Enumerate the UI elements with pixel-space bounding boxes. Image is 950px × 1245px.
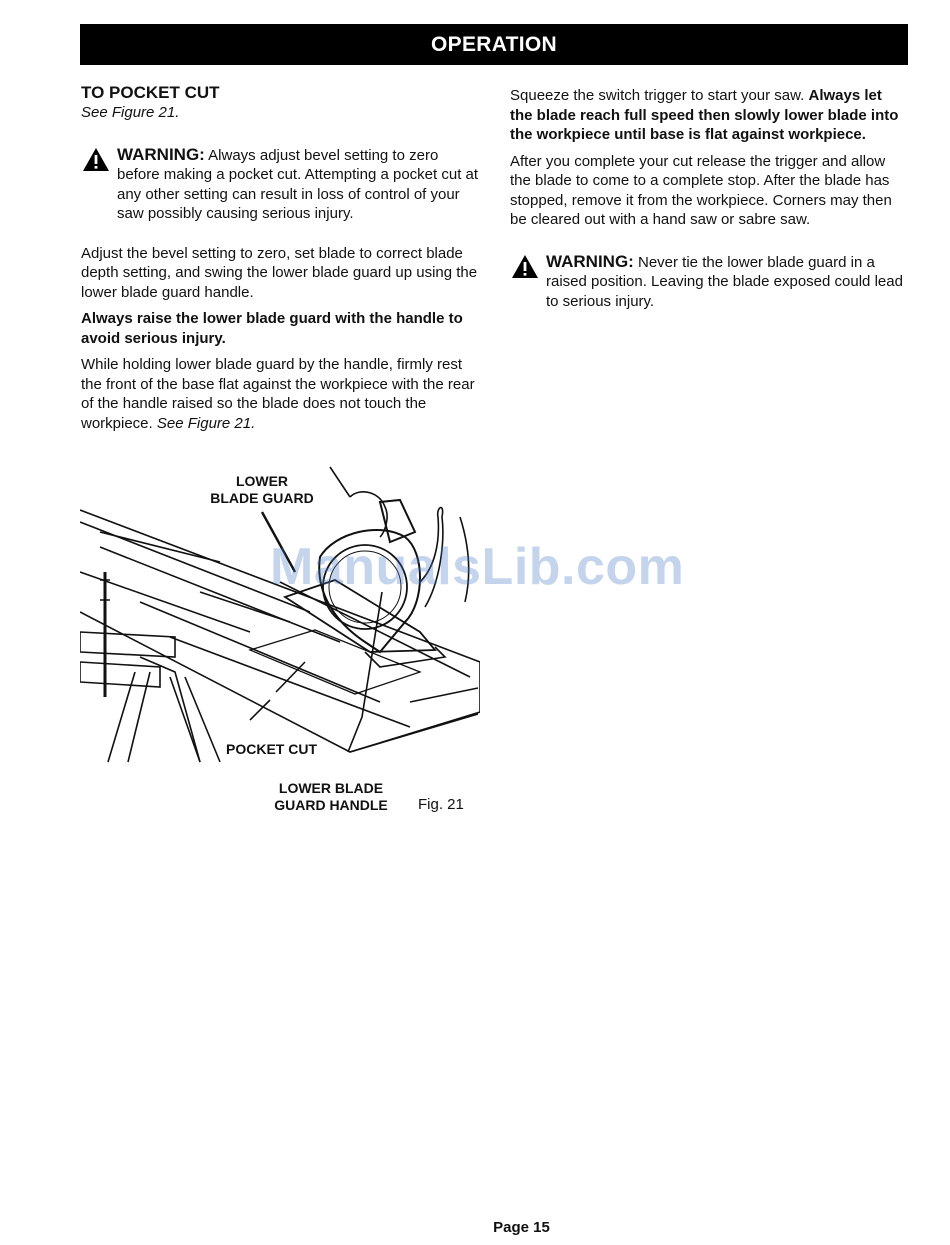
warning-triangle-icon [511,254,539,279]
section-header [80,24,908,65]
watermark: ManualsLib.com [270,538,685,596]
after-cut-instruction: After you complete your cut release the trigger and allow the blade to come to a complete stop. After the blade has stopped, remove it from the workpiece. Corners may then be cleared out with a hand saw or sabre saw. [510,152,892,228]
warning-block-bevel [81,145,481,224]
warning-label: WARNING: [546,251,634,271]
label-lower-blade-guard [202,473,322,507]
warning-block-guard [510,252,908,312]
guard-safety-note: Always raise the lower blade guard with the handle to avoid serious injury. [81,310,463,347]
bevel-instruction: Adjust the bevel setting to zero, set blade to correct blade depth setting, and swing the lower blade guard up using the lower blade guard handle. [81,244,478,301]
figure-21 [80,462,480,822]
warning-label: WARNING: [117,144,205,164]
label-handle-line1: LOWER BLADE [278,780,384,796]
page-number: Page 15 [493,1219,550,1236]
warning-text: Never tie the lower blade guard in a raised position. Leaving the blade exposed could lead to serious injury. [546,253,903,310]
warning-text: Always adjust bevel setting to zero before making a pocket cut. Attempting a pocket cut at any other setting can result in loss of control of your saw possibly causing serious injury. [117,146,479,222]
label-pocket-cut: POCKET CUT [226,741,317,757]
holding-instruction [81,355,481,433]
figure-ref-inline: See Figure 21. [156,414,256,432]
pocket-cut-title: TO POCKET CUT [81,83,220,102]
holding-instruction-text: While holding lower blade guard by the handle, firmly rest the front of the base flat against the workpiece with the rear of the handle raised so the blade does not touch the workpiece. [81,356,475,432]
pocket-cut-illustration [80,462,480,822]
section-title: OPERATION [431,33,557,56]
start-saw-text: Squeeze the switch trigger to start your saw. [510,87,805,104]
left-column [81,82,481,440]
right-column [510,86,908,331]
lower-blade-warning-text: Always let the blade reach full speed then slowly lower blade into the workpiece until base is flat against workpiece. [510,87,899,143]
label-lower-blade-guard-line2: BLADE GUARD [210,490,314,506]
warning-triangle-icon [82,147,110,172]
start-saw-instruction [510,86,908,145]
label-handle-line2: GUARD HANDLE [274,797,388,813]
see-figure-ref: See Figure 21. [81,104,180,121]
figure-caption: Fig. 21 [418,796,464,813]
label-lower-blade-guard-handle [266,780,396,814]
label-lower-blade-guard-line1: LOWER [235,473,289,489]
